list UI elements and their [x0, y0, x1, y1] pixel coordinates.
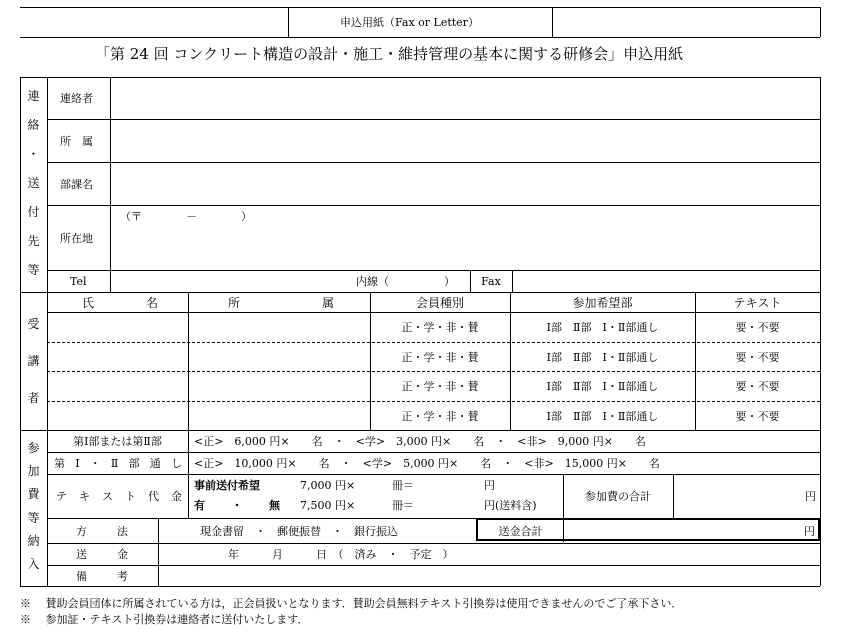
attendee-name-field[interactable] [47, 342, 188, 371]
part-options[interactable]: Ⅰ部 Ⅱ部 Ⅰ・Ⅱ部通し [546, 350, 659, 364]
remit-total-yen: 円 [804, 524, 815, 538]
note-1: ※ 賛助会員団体に所属されている方は，正会員扱いとなります．賛助会員無料テキスト引換券は使用できませんのでご了承下さい． [20, 597, 683, 610]
form-title: 「第 24 回 コンクリート構造の設計・施工・維持管理の基本に関する研修会」申込用紙 [95, 45, 684, 63]
department-field[interactable] [110, 162, 820, 205]
fee-total-field[interactable] [673, 474, 820, 518]
tel-field[interactable] [110, 270, 340, 292]
attendee-name-field[interactable] [47, 401, 188, 430]
contact-person-label: 連絡者 [60, 92, 93, 105]
member-type-options[interactable]: 正・学・非・賛 [401, 409, 479, 423]
attendee-name-field[interactable] [47, 371, 188, 401]
text-options[interactable]: 要・不要 [735, 380, 780, 393]
prepaid-unit[interactable]: 冊＝ [392, 479, 414, 492]
contact-person-field[interactable] [110, 77, 820, 119]
part1-or-2-fees[interactable]: <正> 6,000 円× 名 ・ <学> 3,000 円× 名 ・ <非> 9,000 円× 名 [194, 435, 646, 448]
remit-date-field[interactable]: 年 月 日 （ 済み ・ 予定 ） [228, 548, 454, 561]
prepaid-price: 7,000 円× [300, 479, 356, 492]
text-options[interactable]: 要・不要 [735, 321, 780, 334]
attendee-affiliation-field[interactable] [188, 342, 370, 371]
prepaid-label: 事前送付希望 [194, 479, 260, 492]
affiliation-label: 所 属 [60, 134, 93, 148]
part-both-fees[interactable]: <正> 10,000 円× 名 ・ <学> 5,000 円× 名 ・ <非> 15,000 円× 名 [194, 457, 660, 470]
postal-code-placeholder: （〒 － ） [120, 210, 252, 223]
attendee-affiliation-field[interactable] [188, 401, 370, 430]
member-type-options[interactable]: 正・学・非・賛 [401, 350, 479, 364]
part-options[interactable]: Ⅰ部 Ⅱ部 Ⅰ・Ⅱ部通し [546, 409, 659, 423]
text-options[interactable]: 要・不要 [735, 409, 780, 423]
header-member-type: 会員種別 [415, 295, 464, 310]
text-fee-label: テ キ ス ト 代 金 [56, 490, 182, 503]
tel-label: Tel [70, 274, 87, 288]
header-name: 氏 名 [82, 295, 158, 310]
part-options[interactable]: Ⅰ部 Ⅱ部 Ⅰ・Ⅱ部通し [546, 321, 659, 334]
note-2: ※ 参加証・テキスト引換券は連絡者に送付いたします． [20, 613, 309, 626]
attendee-affiliation-field[interactable] [188, 371, 370, 401]
remit-total-field[interactable] [564, 520, 818, 541]
remit-total-label: 送金合計 [498, 524, 543, 538]
member-label: 有 ・ 無 [194, 499, 280, 512]
header-text: テキスト [733, 295, 782, 310]
part-options[interactable]: Ⅰ部 Ⅱ部 Ⅰ・Ⅱ部通し [546, 380, 659, 393]
part1-or-2-label: 第Ⅰ部または第Ⅱ部 [73, 435, 162, 448]
member-yen[interactable]: 円(送料含) [484, 499, 537, 512]
extension-label: 内線（ ） [356, 275, 455, 288]
fax-field[interactable] [512, 270, 820, 292]
part-both-label: 第 Ⅰ ・ Ⅱ 部 通 し [54, 456, 182, 470]
address-label: 所在地 [60, 231, 93, 245]
member-price: 7,500 円× [300, 499, 356, 512]
remarks-field[interactable] [158, 565, 820, 586]
remit-label: 送 金 [76, 548, 128, 561]
prepaid-yen[interactable]: 円 [484, 479, 495, 492]
fee-total-yen: 円 [805, 490, 816, 503]
member-type-options[interactable]: 正・学・非・賛 [401, 321, 479, 334]
member-unit[interactable]: 冊＝ [392, 499, 414, 512]
contact-section-label: 連 絡 ・ 送 付 先 等 [27, 89, 40, 277]
remarks-label: 備 考 [76, 569, 128, 583]
method-options[interactable]: 現金書留 ・ 郵便振替 ・ 銀行振込 [200, 524, 398, 538]
form-type-label: 申込用紙（Fax or Letter） [340, 16, 479, 29]
attendee-name-field[interactable] [47, 312, 188, 342]
attendee-affiliation-field[interactable] [188, 312, 370, 342]
payment-section-label: 参 加 費 等 納 入 [27, 441, 40, 571]
fax-label: Fax [481, 274, 501, 288]
text-options[interactable]: 要・不要 [735, 350, 780, 364]
method-label: 方 法 [76, 524, 128, 538]
header-part: 参加希望部 [572, 295, 633, 310]
header-affiliation: 所 属 [228, 295, 334, 310]
department-label: 部課名 [60, 177, 93, 191]
affiliation-field[interactable] [110, 119, 820, 162]
member-type-options[interactable]: 正・学・非・賛 [401, 380, 479, 393]
attendee-section-label: 受 講 者 [27, 317, 40, 405]
fee-total-label: 参加費の合計 [585, 490, 651, 503]
